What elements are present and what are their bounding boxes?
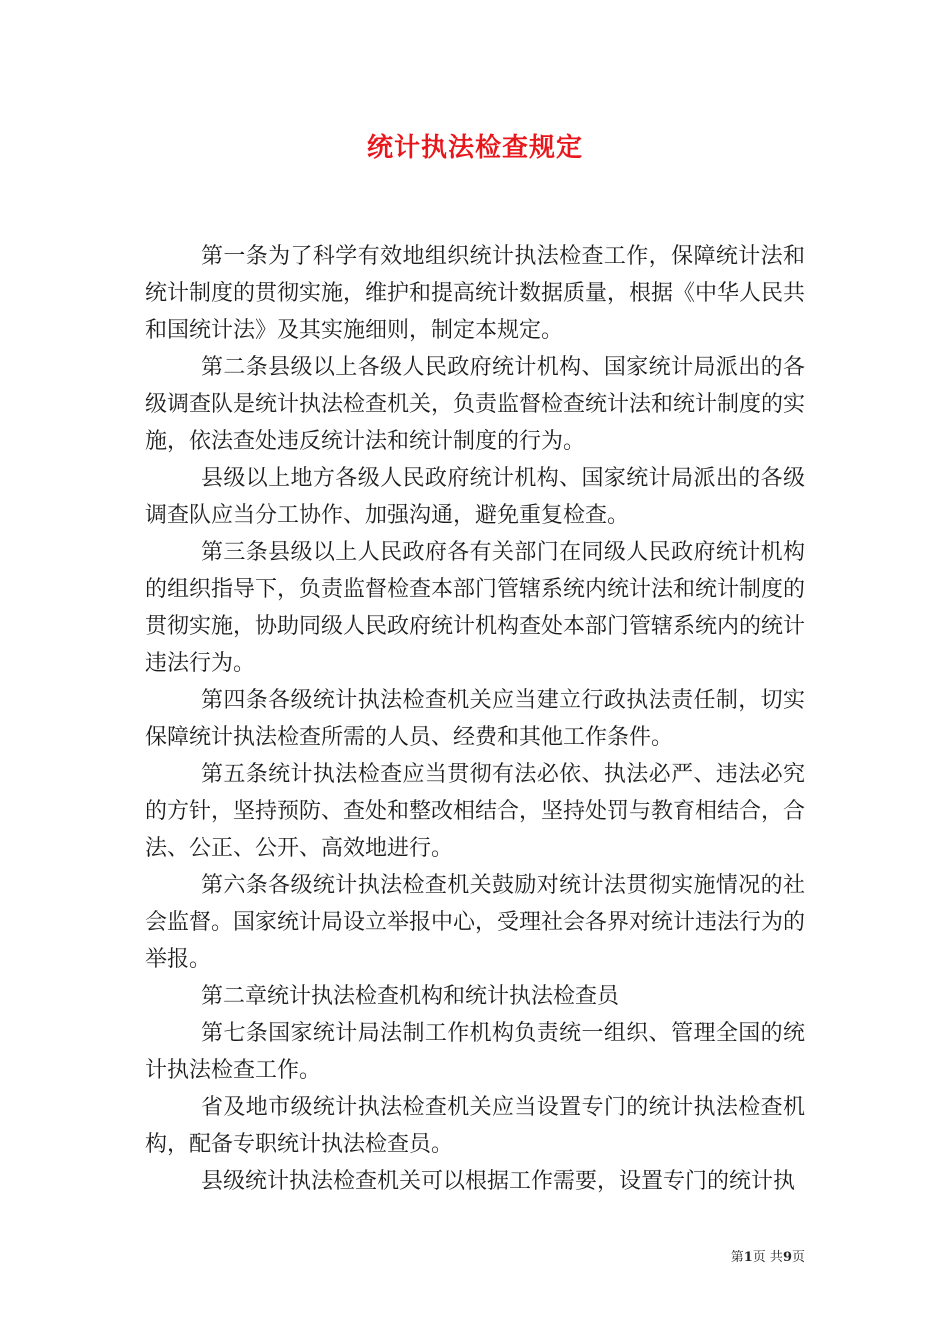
chapter-2-heading: 第二章统计执法检查机构和统计执法检查员	[201, 984, 620, 1009]
footer-suffix: 页	[791, 1250, 805, 1265]
paragraph-article-7-sub-1: 省及地市级统计执法检查机关应当设置专门的统计执法检查机构，配备专职统计执法检查员。	[145, 1095, 805, 1157]
paragraph-article-4: 第四条各级统计执法检查机关应当建立行政执法责任制，切实保障统计执法检查所需的人员、经费和其他工作条件。	[145, 688, 805, 750]
current-page-number: 1	[743, 1250, 753, 1265]
paragraph-article-7: 第七条国家统计局法制工作机构负责统一组织、管理全国的统计执法检查工作。	[145, 1021, 805, 1083]
footer-middle: 页 共	[752, 1250, 783, 1265]
paragraph-article-6: 第六条各级统计执法检查机关鼓励对统计法贯彻实施情况的社会监督。国家统计局设立举报中心，受理社会各界对统计违法行为的举报。	[145, 873, 806, 972]
total-pages-number: 9	[782, 1250, 792, 1265]
paragraph-article-5: 第五条统计执法检查应当贯彻有法必依、执法必严、违法必究的方针，坚持预防、查处和整改相结合，坚持处罚与教育相结合，合法、公正、公开、高效地进行。	[145, 762, 806, 861]
page-number-footer	[731, 1246, 805, 1265]
paragraph-article-2-sub: 县级以上地方各级人民政府统计机构、国家统计局派出的各级调查队应当分工协作、加强沟通，避免重复检查。	[145, 466, 805, 528]
document-title: 统计执法检查规定	[366, 133, 583, 163]
paragraph-article-1: 第一条为了科学有效地组织统计执法检查工作，保障统计法和统计制度的贯彻实施，维护和提高统计数据质量，根据《中华人民共和国统计法》及其实施细则，制定本规定。	[145, 244, 806, 343]
paragraph-article-3: 第三条县级以上人民政府各有关部门在同级人民政府统计机构的组织指导下，负责监督检查本部门管辖系统内统计法和统计制度的贯彻实施，协助同级人民政府统计机构查处本部门管辖系统内的统计违法行为。	[145, 540, 806, 676]
paragraph-article-7-sub-2: 县级统计执法检查机关可以根据工作需要，设置专门的统计执	[201, 1169, 796, 1194]
paragraph-article-2: 第二条县级以上各级人民政府统计机构、国家统计局派出的各级调查队是统计执法检查机关，负责监督检查统计法和统计制度的实施，依法查处违反统计法和统计制度的行为。	[145, 355, 806, 454]
footer-prefix: 第	[730, 1250, 744, 1265]
document-body	[145, 238, 805, 1200]
